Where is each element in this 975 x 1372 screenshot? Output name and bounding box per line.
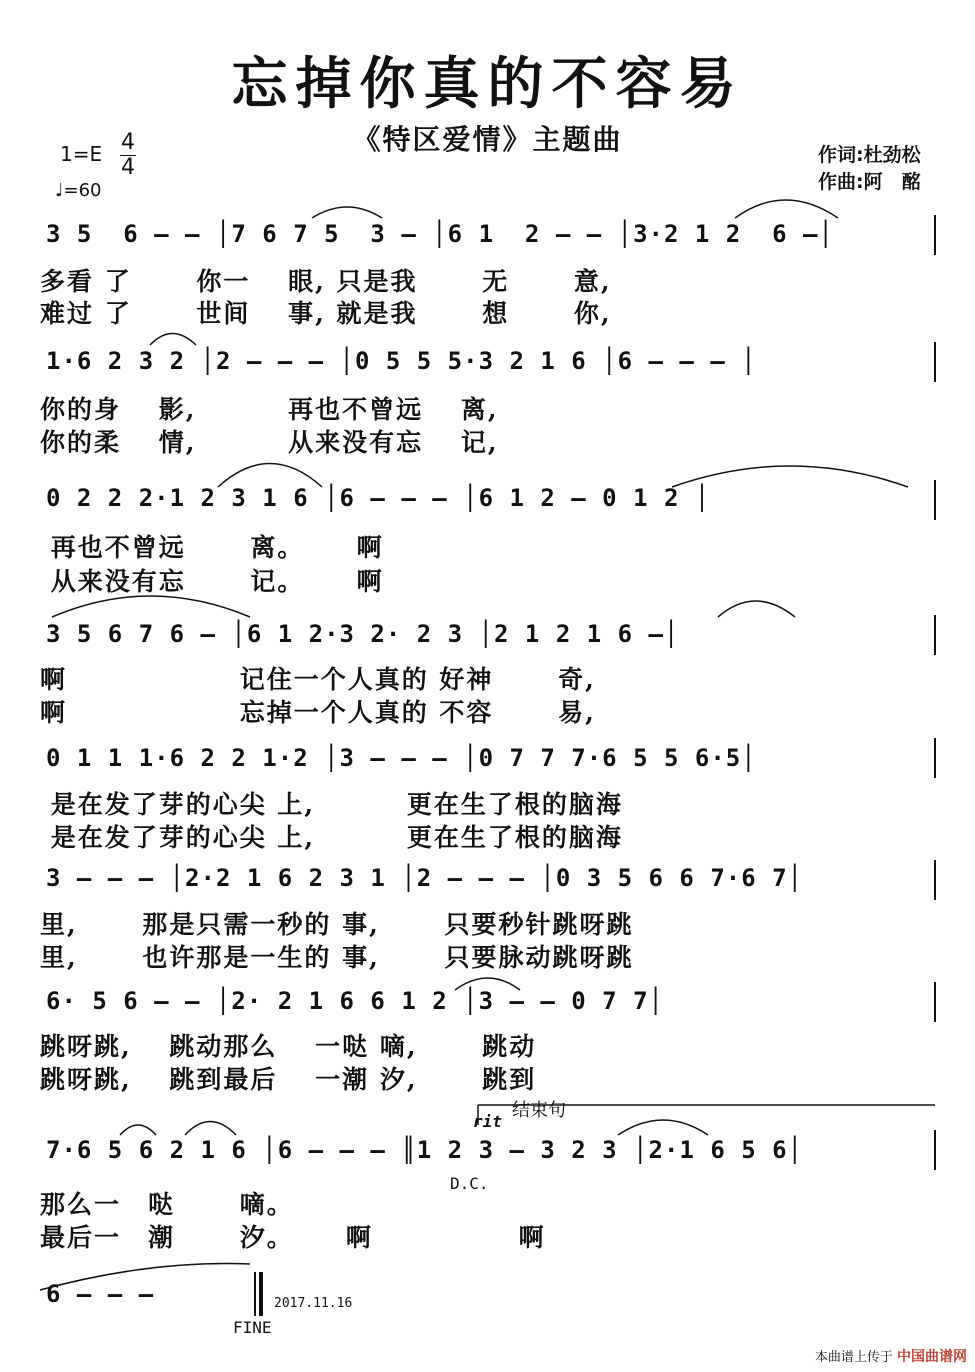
lyric-line-1: 啊 记住一个人真的 好神 奇,: [40, 665, 596, 694]
time-signature-bottom: 4: [121, 155, 135, 180]
slur: [312, 207, 382, 218]
slur: [718, 601, 795, 617]
slur: [735, 200, 838, 218]
notes-line: 6 – – –: [46, 1280, 155, 1308]
notes-line: 3 – – – │2·2 1 6 2 3 1 │2 – – – │0 3 5 6 6 7·6 7│: [46, 864, 804, 892]
lyric-line-2: 是在发了芽的心尖 上, 更在生了根的脑海: [40, 823, 623, 852]
lyric-line-1: 里, 那是只需一秒的 事, 只要秒针跳呀跳: [40, 910, 634, 939]
lyric-line-1: 是在发了芽的心尖 上, 更在生了根的脑海: [40, 790, 623, 819]
footer-prefix: 本曲谱上传于: [814, 1350, 893, 1365]
bar-lines: [255, 215, 935, 1316]
song-subtitle: 《特区爱情》主题曲: [352, 123, 623, 156]
footer: [815, 1346, 967, 1366]
lyric-line-1: 再也不曾远 离。 啊: [40, 533, 384, 562]
slur: [672, 466, 908, 487]
song-title: 忘掉你真的不容易: [231, 51, 744, 117]
slur: [120, 1125, 156, 1135]
lyric-line-1: 跳呀跳, 跳动那么 一哒 嘀, 跳动: [40, 1032, 537, 1061]
rit-marking: rit: [473, 1112, 502, 1131]
slur: [40, 1264, 250, 1290]
slur: [150, 334, 196, 346]
notes-line: 3 5 6 7 6 – │6 1 2·3 2· 2 3 │2 1 2 1 6 –│: [46, 620, 680, 648]
slur: [185, 1122, 236, 1136]
tempo-marking: ♩=60: [55, 180, 102, 201]
notes-line: 0 1 1 1·6 2 2 1·2 │3 – – – │0 7 7 7·6 5 5 6·5│: [46, 744, 757, 772]
slur: [618, 1120, 708, 1135]
fine-marking: FINE: [233, 1318, 272, 1337]
dc-marking: D.C.: [450, 1174, 489, 1193]
footer-brand[interactable]: 中国曲谱网: [897, 1349, 967, 1365]
slur: [218, 464, 322, 488]
notes-line: 1·6 2 3 2 │2 – – – │0 5 5 5·3 2 1 6 │6 – – – │: [46, 347, 757, 375]
lyricist: 作词:杜劲松: [818, 144, 921, 166]
notes-line: 3 5 6 – – │7 6 7 5 3 – │6 1 2 – – │3·2 1 2 6 –│: [46, 220, 834, 248]
lyric-line-1: 那么一 哒 嘀。: [40, 1190, 294, 1219]
notes-line: 7·6 5 6 2 1 6 │6 – – – ║1 2 3 – 3 2 3 │2·1 6 5 6│: [46, 1136, 804, 1164]
lyric-line-2: 难过 了 世间 事, 就是我 想 你,: [40, 299, 612, 328]
notes-line: 0 2 2 2·1 2 3 1 6 │6 – – – │6 1 2 – 0 1 2 │: [46, 484, 711, 512]
lyric-line-2: 里, 也许那是一生的 事, 只要脉动跳呀跳: [40, 943, 634, 972]
time-signature-top: 4: [121, 130, 135, 155]
composer: 作曲:阿 酩: [818, 171, 921, 193]
lyric-line-2: 啊 忘掉一个人真的 不容 易,: [40, 698, 596, 727]
lyric-line-1: 你的身 影, 再也不曾远 离,: [40, 395, 499, 424]
lyric-line-2: 你的柔 情, 从来没有忘 记,: [40, 428, 499, 457]
slur: [52, 596, 250, 617]
ending-label: 结束句: [512, 1100, 566, 1121]
date-stamp: 2017.11.16: [274, 1296, 353, 1311]
notes-line: 6· 5 6 – – │2· 2 1 6 6 1 2 │3 – – 0 7 7│: [46, 987, 664, 1015]
lyric-line-2: 跳呀跳, 跳到最后 一潮 汐, 跳到: [40, 1065, 537, 1094]
key-signature: 1=E: [60, 142, 103, 166]
lyric-line-2: 从来没有忘 记。 啊: [40, 567, 384, 596]
lyric-line-1: 多看 了 你一 眼, 只是我 无 意,: [40, 267, 612, 296]
slur: [455, 978, 520, 990]
lyric-line-2: 最后一 潮 汐。 啊 啊: [40, 1223, 546, 1252]
